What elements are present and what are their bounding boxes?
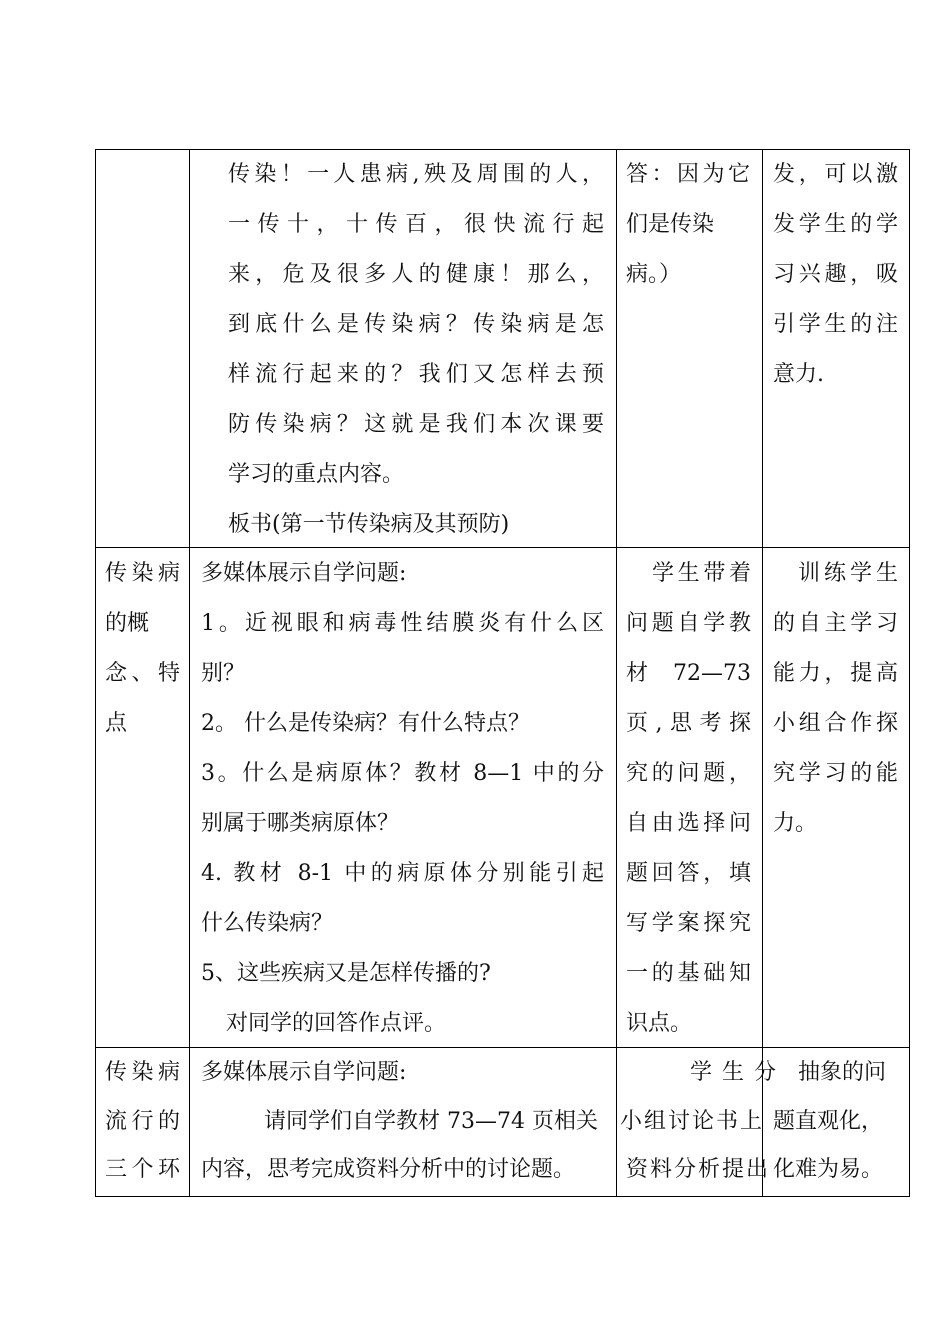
row2-col1-line: 点	[105, 711, 128, 736]
row2-col4-line: 力。	[773, 811, 818, 836]
table-border-right	[909, 149, 910, 1197]
row2-col2-line: 3。什么是病原体？教材 8—1 中的分	[201, 761, 604, 786]
row1-col2-line: 传染！一人患病,殃及周围的人，	[228, 162, 604, 187]
row3-col4-line: 化难为易。	[773, 1157, 884, 1182]
row1-col4-line: 发，可以激	[773, 162, 898, 187]
table-border-row2-bottom	[95, 1047, 910, 1048]
row3-col3-line: 小组讨论书上	[620, 1109, 765, 1134]
row1-col4-line: 引学生的注	[773, 312, 898, 337]
row1-col2-line: 来，危及很多人的健康！那么，	[228, 262, 604, 287]
table-column-divider-2	[616, 149, 617, 1197]
row3-col2-line: 内容，思考完成资料分析中的讨论题。	[201, 1157, 576, 1182]
row3-col1-line: 流行的	[105, 1109, 180, 1134]
row3-col2-line: 多媒体展示自学问题:	[201, 1060, 407, 1085]
row1-col2-line: 防传染病？这就是我们本次课要	[228, 412, 604, 437]
row3-col1-line: 三个环	[105, 1157, 180, 1182]
row2-col2-line: 对同学的回答作点评。	[226, 1011, 447, 1036]
row2-col2-line: 5、这些疾病又是怎样传播的?	[201, 961, 491, 986]
row1-col2-line: 一传十，十传百，很快流行起	[228, 212, 604, 237]
row2-col4-line: 训练学生	[798, 561, 898, 586]
row1-col4-line: 意力.	[773, 362, 824, 387]
row2-col4-line: 的自主学习	[773, 611, 898, 636]
row2-col4-line: 小组合作探	[773, 711, 898, 736]
row2-col1-line: 的概	[105, 611, 150, 636]
table-column-divider-1	[189, 149, 190, 1197]
row1-col3-line: 答：因为它	[626, 162, 750, 187]
row1-col2-line: 样流行起来的？我们又怎样去预	[228, 362, 604, 387]
row2-col3-line: 题回答，填	[626, 861, 751, 886]
row2-col2-line: 别属于哪类病原体？	[201, 811, 400, 836]
row2-col2-line: 别？	[201, 661, 246, 686]
table-border-bottom	[95, 1196, 910, 1197]
row1-col1-cell	[96, 150, 189, 547]
row2-col3-line: 写学案探究	[626, 911, 751, 936]
row2-col3-line: 究的问题，	[626, 761, 751, 786]
row1-col2-line: 到底什么是传染病？传染病是怎	[228, 312, 604, 337]
row3-col4-line: 抽象的问	[798, 1060, 887, 1085]
row2-col3-line: 识点。	[626, 1011, 693, 1036]
row2-col4-line: 究学习的能	[773, 761, 898, 786]
table-border-row1-bottom	[95, 547, 910, 548]
row2-col3-line: 一的基础知	[626, 961, 751, 986]
row1-col2-line: 学习的重点内容。	[228, 462, 405, 487]
row1-col3-line: 病。）	[626, 262, 682, 287]
row3-col3-line: 资料分析提出	[626, 1157, 771, 1182]
row2-col3-line: 问题自学教	[626, 611, 751, 636]
row2-col1-line: 传染病	[105, 561, 180, 586]
row3-col3-line: 学 生 分	[690, 1060, 776, 1085]
row1-col3-line: 们是传染	[626, 212, 715, 237]
row3-col1-line: 传染病	[105, 1060, 180, 1085]
row1-col2-line: 板书(第一节传染病及其预防)	[228, 512, 510, 537]
row2-col2-line: 4. 教材 8-1 中的病原体分别能引起	[201, 861, 604, 886]
row2-col2-line: 什么传染病？	[201, 911, 334, 936]
row1-col4-line: 发学生的学	[773, 212, 898, 237]
row2-col3-line: 材 72—73	[626, 661, 751, 686]
row2-col2-line: 2。 什么是传染病？有什么特点？	[201, 711, 530, 736]
row2-col3-line: 页,思考探	[626, 711, 751, 736]
row2-col2-line: 多媒体展示自学问题:	[201, 561, 407, 586]
row2-col3-line: 自由选择问	[626, 811, 751, 836]
row3-col4-line: 题直观化，	[773, 1109, 884, 1134]
row1-col4-line: 习兴趣，吸	[773, 262, 898, 287]
row2-col4-line: 能力，提高	[773, 661, 898, 686]
table-column-divider-3	[762, 149, 763, 1197]
row3-col2-line: 请同学们自学教材 73—74 页相关	[264, 1109, 598, 1134]
row2-col3-line: 学生带着	[652, 561, 751, 586]
row2-col1-line: 念、特	[105, 661, 180, 686]
table-border-top	[95, 149, 910, 150]
row2-col2-line: 1。近视眼和病毒性结膜炎有什么区	[201, 611, 604, 636]
